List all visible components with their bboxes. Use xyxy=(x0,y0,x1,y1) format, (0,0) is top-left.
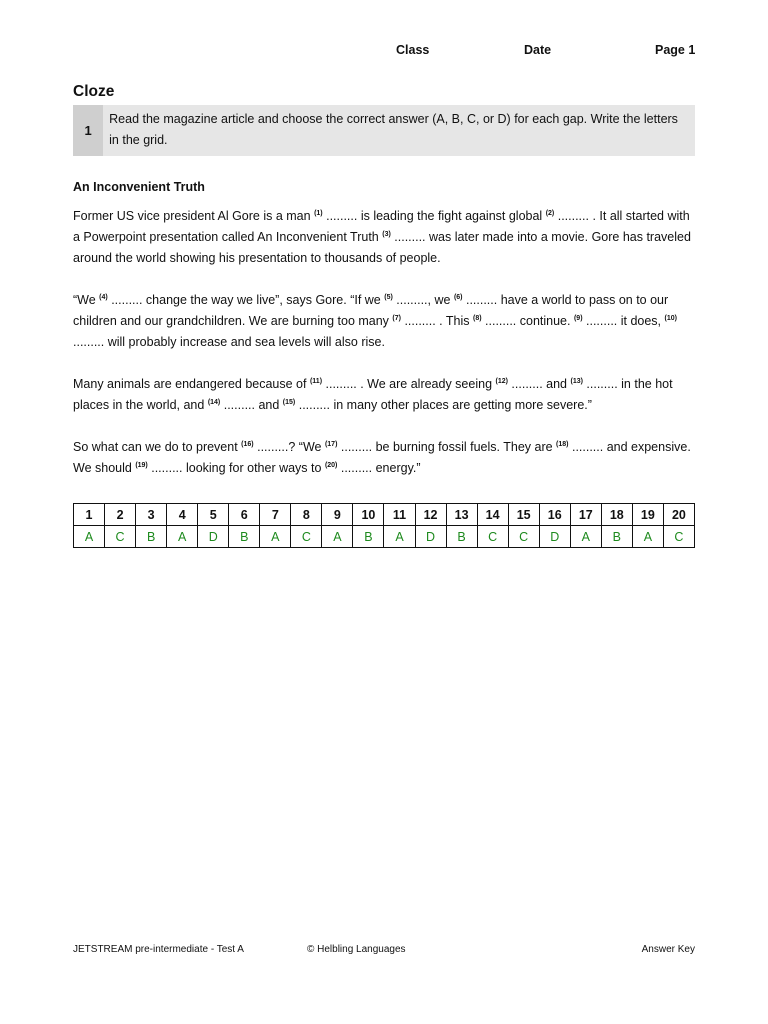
article-text: “We xyxy=(73,293,100,307)
task-number: 1 xyxy=(73,105,103,156)
grid-number-cell: 1 xyxy=(74,504,105,526)
grid-number-cell: 12 xyxy=(415,504,446,526)
grid-answer-cell: D xyxy=(415,526,446,548)
grid-answer-cell: B xyxy=(446,526,477,548)
article-text: ......... is leading the fight against global xyxy=(322,209,546,223)
article-paragraph-1 xyxy=(73,206,698,269)
gap-number: (15) xyxy=(282,399,296,406)
grid-number-cell: 5 xyxy=(198,504,229,526)
article-text: ......... it does, xyxy=(582,314,665,328)
grid-number-cell: 2 xyxy=(105,504,136,526)
gap-number: (8) xyxy=(472,315,482,322)
grid-answer-cell: D xyxy=(198,526,229,548)
gap-number: (17) xyxy=(324,441,338,448)
grid-answer-cell: C xyxy=(291,526,322,548)
gap-number: (4) xyxy=(99,294,108,301)
grid-number-cell: 10 xyxy=(353,504,384,526)
grid-number-cell: 15 xyxy=(508,504,539,526)
grid-answer-cell: A xyxy=(74,526,105,548)
article-text: ......... . We are already seeing xyxy=(322,377,496,391)
gap-number: (14) xyxy=(207,399,221,406)
article-text: ......... and expensive. We should xyxy=(73,440,691,475)
article-text: ......... and xyxy=(507,377,571,391)
article-text: Former US vice president Al Gore is a man xyxy=(73,209,315,223)
article-text: ......... and xyxy=(220,398,283,412)
grid-answer-cell: A xyxy=(322,526,353,548)
answer-grid-answers-row xyxy=(74,526,695,548)
article-text: ......... will probably increase and sea levels will also rise. xyxy=(73,335,385,349)
grid-answer-cell: C xyxy=(508,526,539,548)
article-text: ......... . It all started with a Powerpoint presentation called An Inconvenient Truth xyxy=(73,209,690,244)
gap-number: (19) xyxy=(135,462,148,469)
answer-grid-numbers-row xyxy=(74,504,695,526)
gap-number: (3) xyxy=(382,231,391,238)
article-text: ......... . This xyxy=(400,314,473,328)
article-text: ......... change the way we live”, says Gore. “If we xyxy=(107,293,385,307)
grid-answer-cell: A xyxy=(632,526,663,548)
article-paragraph-3 xyxy=(73,374,698,416)
grid-answer-cell: A xyxy=(260,526,291,548)
grid-answer-cell: B xyxy=(136,526,167,548)
gap-number: (2) xyxy=(545,210,555,217)
class-label: Class xyxy=(396,43,430,57)
grid-number-cell: 19 xyxy=(632,504,663,526)
gap-number: (18) xyxy=(556,441,569,448)
article-text: ......... continue. xyxy=(481,314,574,328)
answer-grid xyxy=(73,503,695,548)
article-paragraph-2 xyxy=(73,290,698,353)
article-text: .........? “We xyxy=(253,440,325,454)
gap-number: (1) xyxy=(314,210,323,217)
grid-answer-cell: B xyxy=(229,526,260,548)
gap-number: (9) xyxy=(573,315,583,322)
footer-title: JETSTREAM pre-intermediate - Test A xyxy=(73,944,244,955)
grid-number-cell: 7 xyxy=(260,504,291,526)
article-text: ......... in many other places are getting more severe.” xyxy=(295,398,592,412)
article-text: ......... have a world to pass on to our children and our grandchildren. We are burning too many xyxy=(73,293,669,328)
grid-number-cell: 17 xyxy=(570,504,601,526)
grid-number-cell: 9 xyxy=(322,504,353,526)
article-text: ......... was later made into a movie. Gore has traveled around the world showing his presentation to thousands of people. xyxy=(73,230,691,265)
article-text: ........., we xyxy=(392,293,454,307)
section-title: Cloze xyxy=(73,83,115,100)
grid-number-cell: 11 xyxy=(384,504,415,526)
grid-number-cell: 16 xyxy=(539,504,570,526)
date-label: Date xyxy=(524,43,552,57)
article-text: ......... be burning fossil fuels. They are xyxy=(337,440,557,454)
article-text: ......... in the hot places in the world, and xyxy=(73,377,673,412)
grid-number-cell: 18 xyxy=(601,504,632,526)
grid-number-cell: 8 xyxy=(291,504,322,526)
gap-number: (11) xyxy=(309,378,323,385)
page-number: Page 1 xyxy=(655,43,696,57)
grid-number-cell: 13 xyxy=(446,504,477,526)
grid-answer-cell: C xyxy=(663,526,694,548)
grid-number-cell: 14 xyxy=(477,504,508,526)
footer-answer-key: Answer Key xyxy=(641,944,695,955)
article-text: So what can we do to prevent xyxy=(73,440,242,454)
grid-answer-cell: A xyxy=(384,526,415,548)
article-text: ......... energy.” xyxy=(337,461,421,475)
gap-number: (7) xyxy=(392,315,401,322)
grid-answer-cell: C xyxy=(105,526,136,548)
gap-number: (13) xyxy=(570,378,583,385)
grid-answer-cell: C xyxy=(477,526,508,548)
grid-answer-cell: A xyxy=(167,526,198,548)
grid-number-cell: 20 xyxy=(663,504,694,526)
article-paragraph-4 xyxy=(73,437,698,479)
task-instruction: Read the magazine article and choose the correct answer (A, B, C, or D) for each gap. Write the letters in the grid. xyxy=(109,112,678,147)
article-text: ......... looking for other ways to xyxy=(147,461,325,475)
gap-number: (20) xyxy=(324,462,338,469)
article-title: An Inconvenient Truth xyxy=(73,180,205,194)
grid-number-cell: 3 xyxy=(136,504,167,526)
grid-number-cell: 6 xyxy=(229,504,260,526)
gap-number: (12) xyxy=(495,378,508,385)
grid-number-cell: 4 xyxy=(167,504,198,526)
grid-answer-cell: D xyxy=(539,526,570,548)
article-text: Many animals are endangered because of xyxy=(73,377,310,391)
gap-number: (6) xyxy=(453,294,463,301)
gap-number: (16) xyxy=(241,441,254,448)
grid-answer-cell: B xyxy=(353,526,384,548)
gap-number: (5) xyxy=(384,294,393,301)
grid-answer-cell: A xyxy=(570,526,601,548)
task-instruction-box xyxy=(73,105,695,156)
grid-answer-cell: B xyxy=(601,526,632,548)
footer-copyright: © Helbling Languages xyxy=(307,944,406,955)
gap-number: (10) xyxy=(664,315,677,322)
